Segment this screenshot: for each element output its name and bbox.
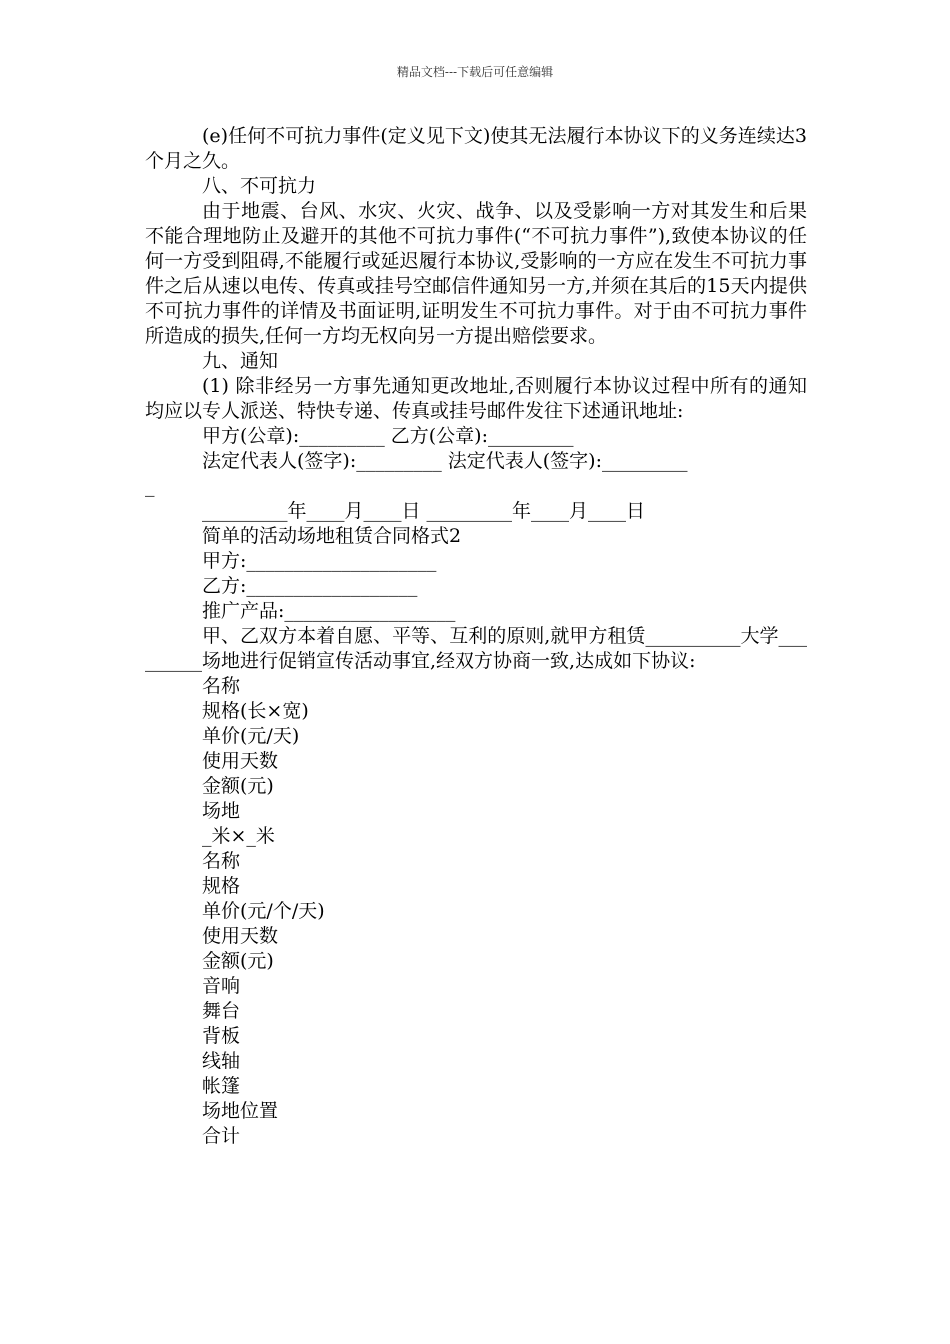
list-item: 背板 xyxy=(202,1025,241,1047)
list-item: 使用天数 xyxy=(202,750,279,772)
contract-title: 简单的活动场地租赁合同格式2 xyxy=(202,525,462,547)
product-field: 推广产品:__________________ xyxy=(202,600,456,622)
list-item: 场地位置 xyxy=(202,1100,279,1122)
list-item: 帐篷 xyxy=(202,1075,241,1097)
list-item: 规格(长×宽) xyxy=(202,700,309,722)
list-item: 舞台 xyxy=(202,1000,241,1022)
list-item: 场地 xyxy=(202,800,241,822)
list-item: _米×_米 xyxy=(202,825,275,847)
list-item: 单价(元/天) xyxy=(202,725,300,747)
party-a-field: 甲方:____________________ xyxy=(202,550,437,572)
signature-line-continuation: _ xyxy=(145,475,155,497)
list-item: 音响 xyxy=(202,975,241,997)
list-item: 线轴 xyxy=(202,1050,241,1072)
list-item: 单价(元/个/天) xyxy=(202,900,325,922)
party-b-field: 乙方:__________________ xyxy=(202,575,418,597)
agreement-intro-paragraph: 甲、乙双方本着自愿、平等、互利的原则,就甲方租赁__________大学_________场地进行促销宣传活动事宜,经双方协商一致,达成如下协议: xyxy=(145,625,807,672)
seal-line: 甲方(公章):_________ 乙方(公章):_________ xyxy=(202,425,574,447)
list-item: 合计 xyxy=(202,1125,241,1147)
list-item: 金额(元) xyxy=(202,775,274,797)
list-item: 使用天数 xyxy=(202,925,279,947)
clause-e-paragraph: (e)任何不可抗力事件(定义见下文)使其无法履行本协议下的义务连续达3个月之久。 xyxy=(145,125,807,172)
section-heading-notice: 九、通知 xyxy=(202,350,279,372)
list-item: 规格 xyxy=(202,875,241,897)
document-body xyxy=(145,124,807,1149)
list-item: 金额(元) xyxy=(202,950,274,972)
list-item: 名称 xyxy=(202,850,241,872)
section-heading-force-majeure: 八、不可抗力 xyxy=(202,175,317,197)
force-majeure-paragraph: 由于地震、台风、水灾、火灾、战争、以及受影响一方对其发生和后果不能合理地防止及避开的其他不可抗力事件(“不可抗力事件”),致使本协议的任何一方受到阻碍,不能履行或延迟履行本协议,受影响的一方应在发生不可抗力事件之后从速以电传、传真或挂号空邮信件通知另一方,并须在其后的15天内提供不可抗力事件的详情及书面证明,证明发生不可抗力事件。对于由不可抗力事件所造成的损失,任何一方均无权向另一方提出赔偿要求。 xyxy=(145,200,807,347)
notice-paragraph: (1) 除非经另一方事先通知更改地址,否则履行本协议过程中所有的通知均应以专人派送、特快专递、传真或挂号邮件发往下述通讯地址: xyxy=(145,375,807,422)
signature-line: 法定代表人(签字):_________ 法定代表人(签字):_________ xyxy=(202,450,688,472)
list-item: 名称 xyxy=(202,675,241,697)
date-line: _________年____月____日 _________年____月____日 xyxy=(202,500,646,522)
page-header: 精品文档---下载后可任意编辑 xyxy=(396,65,554,79)
